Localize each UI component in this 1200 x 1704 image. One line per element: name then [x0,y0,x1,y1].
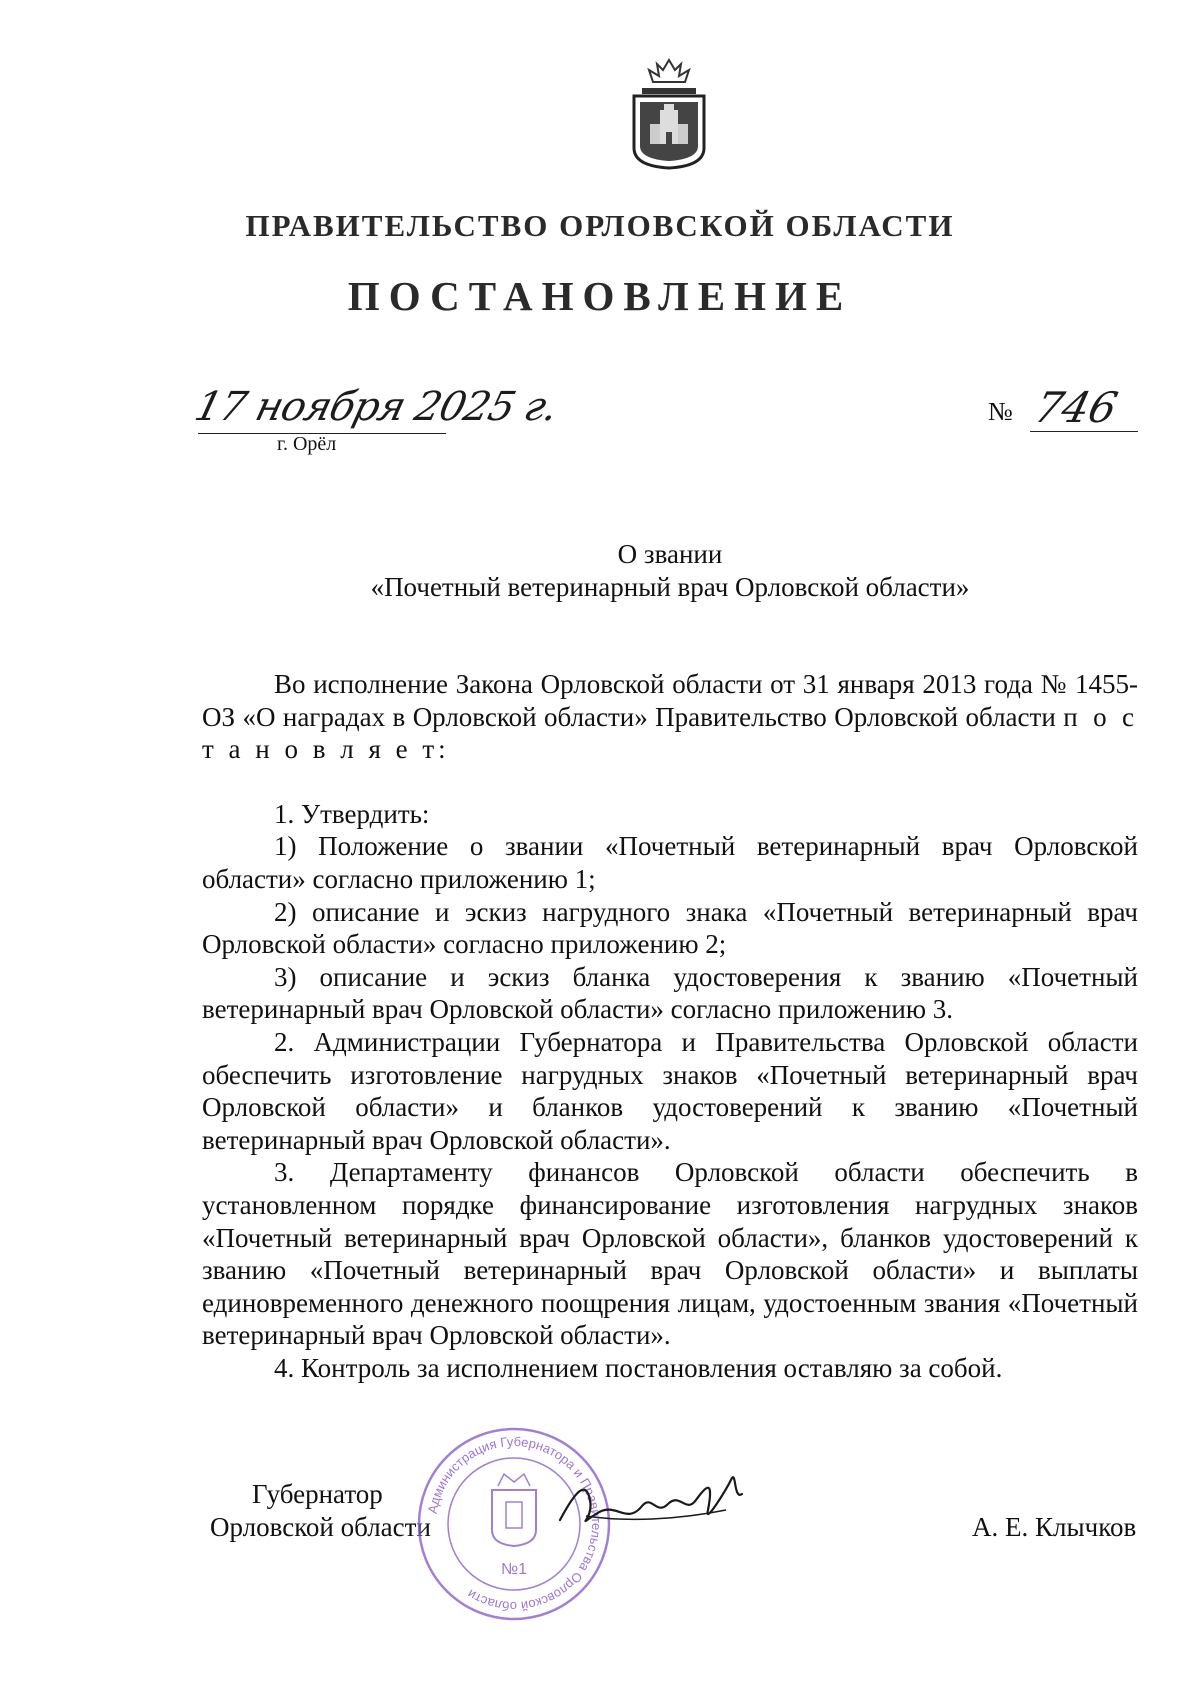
resolves-text: п о с т а н о в л я е т: [202,701,1139,765]
organization-title: ПРАВИТЕЛЬСТВО ОРЛОВСКОЙ ОБЛАСТИ [245,208,955,243]
paragraph-1: 1. Утвердить: [274,798,430,829]
paragraph-1-1: 1) Положение о звании «Почетный ветеринарный врач Орловской области» согласно приложению 1; [202,831,1138,894]
document-type-title: ПОСТАНОВЛЕНИЕ [347,273,853,319]
paragraph-1-3: 3) описание и эскиз бланка удостоверения к званию «Почетный ветеринарный врач Орловской области» согласно приложению 3. [202,961,1138,1025]
signer-position-line-2: Орловской области [210,1512,431,1542]
signature-icon [556,1470,746,1540]
number-underline [1030,431,1138,432]
signer-name: А. Е. Клычков [972,1512,1137,1542]
paragraph-3: 3. Департаменту финансов Орловской области обеспечить в установленном порядке финансирование изготовления нагрудных знаков «Почетный ветеринарный врач Орловской области», бланков удостоверений к званию «Почетный ветеринарный врач Орловской области» и выплаты единовременного денежного поощрения лицам, удостоенным звания «Почетный ветеринарный врач Орловской области». [202,1157,1138,1351]
subject-line-1: О звании [617,539,723,569]
handwritten-date: 17 ноября 2025 г. [190,384,562,430]
paragraph-1-2: 2) описание и эскиз нагрудного знака «Почетный ветеринарный врач Орловской области» согласно приложению 2; [202,896,1138,960]
paragraph-2: 2. Администрации Губернатора и Правительства Орловской области обеспечить изготовление нагрудных знаков «Почетный ветеринарный врач Орловской области» и бланков удостоверений к званию «Почетный ветеринарный врач Орловской области». [202,1026,1138,1155]
coat-of-arms-icon [626,58,712,170]
stamp-ring-text: Администрация Губернатора и Правительства Орловской области [424,1433,605,1615]
number-sign: № [988,397,1013,426]
handwritten-number: 746 [1029,383,1123,432]
subject-line-2: «Почетный ветеринарный врач Орловской области» [370,572,970,602]
stamp-number: №1 [500,1561,528,1578]
document-body [202,668,1138,1384]
paragraph-4: 4. Контроль за исполнением постановления оставляю за собой. [274,1352,1003,1383]
preamble-text: Во исполнение Закона Орловской области от 31 января 2013 года № 1455-ОЗ «О наградах в Орловской области» Правительство Орловской области [202,669,1138,732]
preamble-paragraph [202,668,1138,766]
signer-position-line-1: Губернатор [252,1479,383,1509]
city-label: г. Орёл [277,433,337,455]
